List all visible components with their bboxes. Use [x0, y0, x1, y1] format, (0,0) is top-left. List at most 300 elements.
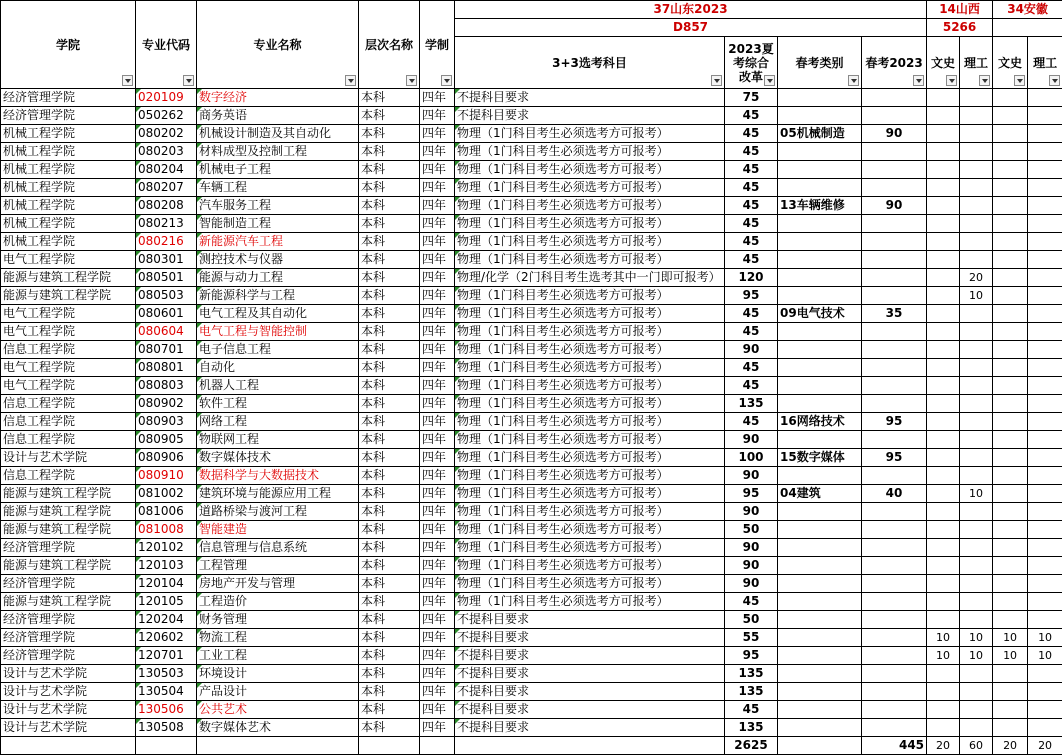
cell-college[interactable]: 设计与艺术学院 — [1, 701, 136, 719]
cell-shanxi-wenshi[interactable] — [927, 683, 960, 701]
cell-summer2023[interactable]: 45 — [725, 161, 778, 179]
cell-subjects[interactable]: 物理（1门科目考生必须选考方可报考） — [455, 467, 725, 485]
cell-shanxi-wenshi[interactable] — [927, 215, 960, 233]
cell-anhui-wenshi[interactable] — [993, 233, 1028, 251]
cell-shanxi-wenshi[interactable] — [927, 107, 960, 125]
cell-college[interactable]: 电气工程学院 — [1, 305, 136, 323]
cell-shanxi-ligong[interactable] — [960, 431, 993, 449]
cell-spring-category[interactable] — [778, 467, 862, 485]
cell-duration[interactable]: 四年 — [420, 107, 455, 125]
cell-level[interactable]: 本科 — [359, 377, 420, 395]
cell-shanxi-ligong[interactable] — [960, 719, 993, 737]
cell-spring2023[interactable] — [862, 557, 927, 575]
cell-college[interactable]: 设计与艺术学院 — [1, 719, 136, 737]
cell-spring-category[interactable] — [778, 161, 862, 179]
cell-anhui-ligong[interactable] — [1028, 341, 1062, 359]
cell-duration[interactable]: 四年 — [420, 593, 455, 611]
cell-anhui-ligong[interactable] — [1028, 305, 1062, 323]
cell-college[interactable]: 电气工程学院 — [1, 251, 136, 269]
cell-duration[interactable]: 四年 — [420, 161, 455, 179]
cell-duration[interactable]: 四年 — [420, 629, 455, 647]
cell-shanxi-ligong[interactable] — [960, 611, 993, 629]
cell-code[interactable]: 120204 — [136, 611, 197, 629]
cell-duration[interactable]: 四年 — [420, 179, 455, 197]
cell-spring-category[interactable] — [778, 593, 862, 611]
cell-college[interactable]: 机械工程学院 — [1, 179, 136, 197]
cell-spring2023[interactable] — [862, 719, 927, 737]
cell-duration[interactable]: 四年 — [420, 341, 455, 359]
cell-shanxi-wenshi[interactable] — [927, 701, 960, 719]
cell-spring2023[interactable] — [862, 161, 927, 179]
cell-level[interactable]: 本科 — [359, 611, 420, 629]
cell-summer2023[interactable]: 45 — [725, 305, 778, 323]
cell-college[interactable]: 机械工程学院 — [1, 233, 136, 251]
cell-shanxi-ligong[interactable] — [960, 323, 993, 341]
cell-level[interactable]: 本科 — [359, 557, 420, 575]
cell-anhui-wenshi[interactable] — [993, 377, 1028, 395]
cell-shanxi-wenshi[interactable] — [927, 125, 960, 143]
cell-anhui-ligong[interactable] — [1028, 251, 1062, 269]
cell-shanxi-ligong[interactable] — [960, 197, 993, 215]
cell-level[interactable]: 本科 — [359, 503, 420, 521]
cell-spring2023[interactable] — [862, 701, 927, 719]
cell-summer2023[interactable]: 90 — [725, 341, 778, 359]
cell-spring-category[interactable]: 05机械制造 — [778, 125, 862, 143]
cell-subjects[interactable]: 不提科目要求 — [455, 629, 725, 647]
cell-shanxi-wenshi[interactable] — [927, 269, 960, 287]
cell-spring-category[interactable]: 04建筑 — [778, 485, 862, 503]
cell-shanxi-wenshi[interactable] — [927, 521, 960, 539]
cell-spring-category[interactable] — [778, 701, 862, 719]
cell-spring2023[interactable] — [862, 683, 927, 701]
cell-code[interactable]: 130506 — [136, 701, 197, 719]
cell-anhui-ligong[interactable] — [1028, 89, 1062, 107]
cell-spring2023[interactable]: 95 — [862, 449, 927, 467]
cell-summer2023[interactable]: 45 — [725, 251, 778, 269]
cell-shanxi-wenshi[interactable] — [927, 161, 960, 179]
cell-spring2023[interactable]: 90 — [862, 125, 927, 143]
cell-name[interactable]: 自动化 — [197, 359, 359, 377]
cell-college[interactable]: 设计与艺术学院 — [1, 683, 136, 701]
cell-anhui-ligong[interactable] — [1028, 233, 1062, 251]
cell-shanxi-wenshi[interactable] — [927, 305, 960, 323]
cell-level[interactable]: 本科 — [359, 161, 420, 179]
cell-name[interactable]: 材料成型及控制工程 — [197, 143, 359, 161]
cell-shanxi-ligong[interactable] — [960, 89, 993, 107]
cell-anhui-ligong[interactable] — [1028, 665, 1062, 683]
cell-college[interactable]: 机械工程学院 — [1, 215, 136, 233]
cell-duration[interactable]: 四年 — [420, 449, 455, 467]
cell-code[interactable]: 080803 — [136, 377, 197, 395]
cell-shanxi-ligong[interactable] — [960, 143, 993, 161]
cell-spring-category[interactable] — [778, 89, 862, 107]
cell-anhui-wenshi[interactable] — [993, 701, 1028, 719]
cell-anhui-wenshi[interactable] — [993, 503, 1028, 521]
cell-level[interactable]: 本科 — [359, 251, 420, 269]
cell-summer2023[interactable]: 90 — [725, 575, 778, 593]
cell-anhui-wenshi[interactable] — [993, 125, 1028, 143]
cell-spring2023[interactable] — [862, 359, 927, 377]
cell-level[interactable]: 本科 — [359, 485, 420, 503]
filter-dropdown-icon[interactable] — [122, 75, 133, 86]
cell-code[interactable]: 050262 — [136, 107, 197, 125]
cell-spring-category[interactable]: 15数字媒体 — [778, 449, 862, 467]
cell-level[interactable]: 本科 — [359, 719, 420, 737]
cell-subjects[interactable]: 物理（1门科目考生必须选考方可报考） — [455, 179, 725, 197]
cell-shanxi-ligong[interactable] — [960, 107, 993, 125]
cell-level[interactable]: 本科 — [359, 683, 420, 701]
cell-level[interactable]: 本科 — [359, 359, 420, 377]
cell-duration[interactable]: 四年 — [420, 413, 455, 431]
filter-dropdown-icon[interactable] — [183, 75, 194, 86]
cell-level[interactable]: 本科 — [359, 647, 420, 665]
filter-dropdown-icon[interactable] — [1049, 75, 1060, 86]
filter-dropdown-icon[interactable] — [1014, 75, 1025, 86]
cell-shanxi-ligong[interactable] — [960, 503, 993, 521]
cell-college[interactable]: 机械工程学院 — [1, 197, 136, 215]
cell-college[interactable]: 信息工程学院 — [1, 467, 136, 485]
cell-duration[interactable]: 四年 — [420, 503, 455, 521]
cell-anhui-wenshi[interactable] — [993, 485, 1028, 503]
cell-code[interactable]: 080902 — [136, 395, 197, 413]
cell-name[interactable]: 物联网工程 — [197, 431, 359, 449]
cell-level[interactable]: 本科 — [359, 323, 420, 341]
cell-subjects[interactable]: 物理（1门科目考生必须选考方可报考） — [455, 431, 725, 449]
cell-name[interactable]: 智能建造 — [197, 521, 359, 539]
cell-summer2023[interactable]: 45 — [725, 107, 778, 125]
cell-code[interactable]: 120602 — [136, 629, 197, 647]
cell-anhui-ligong[interactable] — [1028, 269, 1062, 287]
cell-shanxi-ligong[interactable] — [960, 449, 993, 467]
cell-subjects[interactable]: 物理（1门科目考生必须选考方可报考） — [455, 233, 725, 251]
cell-spring2023[interactable] — [862, 575, 927, 593]
cell-spring-category[interactable]: 13车辆维修 — [778, 197, 862, 215]
cell-shanxi-ligong[interactable]: 20 — [960, 269, 993, 287]
cell-subjects[interactable]: 物理（1门科目考生必须选考方可报考） — [455, 377, 725, 395]
cell-code[interactable]: 080213 — [136, 215, 197, 233]
cell-spring2023[interactable] — [862, 287, 927, 305]
cell-subjects[interactable]: 物理（1门科目考生必须选考方可报考） — [455, 125, 725, 143]
cell-level[interactable]: 本科 — [359, 233, 420, 251]
cell-level[interactable]: 本科 — [359, 395, 420, 413]
cell-spring2023[interactable] — [862, 629, 927, 647]
cell-duration[interactable]: 四年 — [420, 575, 455, 593]
cell-name[interactable]: 财务管理 — [197, 611, 359, 629]
cell-anhui-wenshi[interactable] — [993, 143, 1028, 161]
cell-code[interactable]: 080701 — [136, 341, 197, 359]
cell-anhui-wenshi[interactable] — [993, 413, 1028, 431]
cell-college[interactable]: 信息工程学院 — [1, 431, 136, 449]
cell-subjects[interactable]: 不提科目要求 — [455, 665, 725, 683]
cell-code[interactable]: 080604 — [136, 323, 197, 341]
cell-duration[interactable]: 四年 — [420, 323, 455, 341]
total-anhui-wenshi[interactable]: 20 — [993, 737, 1028, 755]
cell-spring2023[interactable] — [862, 395, 927, 413]
cell-name[interactable]: 车辆工程 — [197, 179, 359, 197]
cell-shanxi-ligong[interactable] — [960, 593, 993, 611]
cell-duration[interactable]: 四年 — [420, 143, 455, 161]
cell-level[interactable]: 本科 — [359, 107, 420, 125]
cell-anhui-wenshi[interactable] — [993, 89, 1028, 107]
cell-code[interactable]: 080801 — [136, 359, 197, 377]
cell-shanxi-wenshi[interactable] — [927, 341, 960, 359]
cell-spring-category[interactable] — [778, 503, 862, 521]
cell-anhui-wenshi[interactable] — [993, 287, 1028, 305]
cell-summer2023[interactable]: 90 — [725, 539, 778, 557]
cell-name[interactable]: 商务英语 — [197, 107, 359, 125]
cell-spring-category[interactable] — [778, 647, 862, 665]
cell-level[interactable]: 本科 — [359, 413, 420, 431]
cell-duration[interactable]: 四年 — [420, 485, 455, 503]
cell-shanxi-wenshi[interactable] — [927, 485, 960, 503]
cell-spring2023[interactable] — [862, 647, 927, 665]
cell-college[interactable]: 经济管理学院 — [1, 611, 136, 629]
cell-anhui-ligong[interactable] — [1028, 197, 1062, 215]
cell-spring2023[interactable] — [862, 233, 927, 251]
cell-summer2023[interactable]: 45 — [725, 125, 778, 143]
cell-spring-category[interactable] — [778, 323, 862, 341]
cell-shanxi-ligong[interactable]: 10 — [960, 647, 993, 665]
cell-anhui-ligong[interactable] — [1028, 719, 1062, 737]
cell-name[interactable]: 能源与动力工程 — [197, 269, 359, 287]
cell-subjects[interactable]: 物理（1门科目考生必须选考方可报考） — [455, 413, 725, 431]
cell-duration[interactable]: 四年 — [420, 197, 455, 215]
cell-spring-category[interactable] — [778, 251, 862, 269]
cell-shanxi-ligong[interactable]: 10 — [960, 629, 993, 647]
cell-duration[interactable]: 四年 — [420, 269, 455, 287]
cell-anhui-ligong[interactable] — [1028, 701, 1062, 719]
filter-dropdown-icon[interactable] — [913, 75, 924, 86]
cell-subjects[interactable]: 物理（1门科目考生必须选考方可报考） — [455, 305, 725, 323]
cell-subjects[interactable]: 物理（1门科目考生必须选考方可报考） — [455, 197, 725, 215]
cell-summer2023[interactable]: 135 — [725, 665, 778, 683]
cell-name[interactable]: 电气工程与智能控制 — [197, 323, 359, 341]
cell-shanxi-wenshi[interactable] — [927, 233, 960, 251]
total-shanxi-wenshi[interactable]: 20 — [927, 737, 960, 755]
cell-level[interactable]: 本科 — [359, 305, 420, 323]
cell-anhui-wenshi[interactable] — [993, 341, 1028, 359]
cell-level[interactable]: 本科 — [359, 341, 420, 359]
cell-anhui-ligong[interactable] — [1028, 485, 1062, 503]
cell-college[interactable]: 能源与建筑工程学院 — [1, 521, 136, 539]
cell-shanxi-wenshi[interactable] — [927, 359, 960, 377]
cell-spring2023[interactable]: 95 — [862, 413, 927, 431]
cell-anhui-wenshi[interactable] — [993, 611, 1028, 629]
cell-summer2023[interactable]: 45 — [725, 413, 778, 431]
cell-spring-category[interactable] — [778, 611, 862, 629]
cell-spring-category[interactable]: 09电气技术 — [778, 305, 862, 323]
cell-level[interactable]: 本科 — [359, 449, 420, 467]
cell-anhui-ligong[interactable] — [1028, 143, 1062, 161]
cell-shanxi-ligong[interactable] — [960, 575, 993, 593]
cell-shanxi-wenshi[interactable] — [927, 665, 960, 683]
cell-shanxi-wenshi[interactable] — [927, 575, 960, 593]
cell-name[interactable]: 数字媒体技术 — [197, 449, 359, 467]
cell-duration[interactable]: 四年 — [420, 215, 455, 233]
cell-spring-category[interactable] — [778, 629, 862, 647]
cell-name[interactable]: 汽车服务工程 — [197, 197, 359, 215]
cell-spring2023[interactable] — [862, 521, 927, 539]
cell-subjects[interactable]: 物理（1门科目考生必须选考方可报考） — [455, 539, 725, 557]
cell-anhui-ligong[interactable] — [1028, 593, 1062, 611]
cell-shanxi-ligong[interactable] — [960, 395, 993, 413]
cell-duration[interactable]: 四年 — [420, 359, 455, 377]
cell-code[interactable]: 120104 — [136, 575, 197, 593]
cell-name[interactable]: 数字经济 — [197, 89, 359, 107]
cell-college[interactable]: 能源与建筑工程学院 — [1, 485, 136, 503]
cell-college[interactable]: 电气工程学院 — [1, 323, 136, 341]
cell-anhui-wenshi[interactable] — [993, 575, 1028, 593]
cell-spring-category[interactable] — [778, 665, 862, 683]
cell-level[interactable]: 本科 — [359, 287, 420, 305]
cell-level[interactable]: 本科 — [359, 143, 420, 161]
cell-college[interactable]: 信息工程学院 — [1, 395, 136, 413]
cell-subjects[interactable]: 不提科目要求 — [455, 647, 725, 665]
cell-code[interactable]: 130504 — [136, 683, 197, 701]
cell-anhui-ligong[interactable] — [1028, 521, 1062, 539]
cell-level[interactable]: 本科 — [359, 215, 420, 233]
cell-name[interactable]: 工程管理 — [197, 557, 359, 575]
cell-summer2023[interactable]: 45 — [725, 593, 778, 611]
cell-summer2023[interactable]: 50 — [725, 521, 778, 539]
cell-anhui-wenshi[interactable] — [993, 323, 1028, 341]
cell-spring-category[interactable] — [778, 575, 862, 593]
cell-shanxi-ligong[interactable] — [960, 665, 993, 683]
cell-shanxi-ligong[interactable] — [960, 539, 993, 557]
cell-anhui-ligong[interactable] — [1028, 611, 1062, 629]
cell-anhui-wenshi[interactable] — [993, 683, 1028, 701]
cell-anhui-ligong[interactable] — [1028, 539, 1062, 557]
cell-subjects[interactable]: 物理（1门科目考生必须选考方可报考） — [455, 557, 725, 575]
cell-shanxi-ligong[interactable] — [960, 557, 993, 575]
filter-dropdown-icon[interactable] — [764, 75, 775, 86]
cell-college[interactable]: 信息工程学院 — [1, 413, 136, 431]
cell-anhui-wenshi[interactable] — [993, 449, 1028, 467]
cell-code[interactable]: 080207 — [136, 179, 197, 197]
cell-duration[interactable]: 四年 — [420, 611, 455, 629]
cell-shanxi-ligong[interactable] — [960, 305, 993, 323]
cell-summer2023[interactable]: 90 — [725, 431, 778, 449]
cell-anhui-ligong[interactable] — [1028, 557, 1062, 575]
cell-summer2023[interactable]: 75 — [725, 89, 778, 107]
cell-level[interactable]: 本科 — [359, 179, 420, 197]
cell-college[interactable]: 机械工程学院 — [1, 161, 136, 179]
cell-spring-category[interactable] — [778, 269, 862, 287]
cell-summer2023[interactable]: 135 — [725, 719, 778, 737]
cell-college[interactable]: 能源与建筑工程学院 — [1, 269, 136, 287]
cell-college[interactable]: 经济管理学院 — [1, 539, 136, 557]
cell-subjects[interactable]: 物理（1门科目考生必须选考方可报考） — [455, 143, 725, 161]
cell-spring-category[interactable] — [778, 215, 862, 233]
cell-name[interactable]: 房地产开发与管理 — [197, 575, 359, 593]
cell-anhui-wenshi[interactable] — [993, 719, 1028, 737]
cell-level[interactable]: 本科 — [359, 665, 420, 683]
cell-spring2023[interactable] — [862, 215, 927, 233]
cell-duration[interactable]: 四年 — [420, 719, 455, 737]
cell-duration[interactable]: 四年 — [420, 665, 455, 683]
cell-level[interactable]: 本科 — [359, 431, 420, 449]
cell-spring2023[interactable] — [862, 593, 927, 611]
cell-anhui-wenshi[interactable] — [993, 665, 1028, 683]
cell-anhui-wenshi[interactable] — [993, 593, 1028, 611]
total-spring[interactable]: 445 — [862, 737, 927, 755]
cell-name[interactable]: 智能制造工程 — [197, 215, 359, 233]
cell-college[interactable]: 经济管理学院 — [1, 89, 136, 107]
cell-college[interactable]: 电气工程学院 — [1, 377, 136, 395]
cell-subjects[interactable]: 不提科目要求 — [455, 611, 725, 629]
cell-summer2023[interactable]: 45 — [725, 197, 778, 215]
cell-duration[interactable]: 四年 — [420, 377, 455, 395]
cell-subjects[interactable]: 不提科目要求 — [455, 701, 725, 719]
cell-college[interactable]: 经济管理学院 — [1, 107, 136, 125]
cell-level[interactable]: 本科 — [359, 89, 420, 107]
cell-summer2023[interactable]: 45 — [725, 179, 778, 197]
cell-code[interactable]: 020109 — [136, 89, 197, 107]
cell-subjects[interactable]: 物理（1门科目考生必须选考方可报考） — [455, 323, 725, 341]
cell-level[interactable]: 本科 — [359, 539, 420, 557]
cell-shanxi-wenshi[interactable] — [927, 719, 960, 737]
cell-shanxi-wenshi[interactable] — [927, 377, 960, 395]
cell-subjects[interactable]: 物理（1门科目考生必须选考方可报考） — [455, 449, 725, 467]
cell-name[interactable]: 网络工程 — [197, 413, 359, 431]
cell-shanxi-wenshi[interactable] — [927, 89, 960, 107]
cell-duration[interactable]: 四年 — [420, 125, 455, 143]
cell-anhui-ligong[interactable] — [1028, 683, 1062, 701]
cell-spring2023[interactable]: 40 — [862, 485, 927, 503]
cell-duration[interactable]: 四年 — [420, 233, 455, 251]
cell-college[interactable]: 能源与建筑工程学院 — [1, 593, 136, 611]
cell-code[interactable]: 080503 — [136, 287, 197, 305]
cell-shanxi-ligong[interactable] — [960, 341, 993, 359]
cell-duration[interactable]: 四年 — [420, 305, 455, 323]
cell-spring2023[interactable] — [862, 611, 927, 629]
cell-shanxi-ligong[interactable] — [960, 701, 993, 719]
cell-summer2023[interactable]: 135 — [725, 683, 778, 701]
cell-shanxi-wenshi[interactable] — [927, 287, 960, 305]
filter-dropdown-icon[interactable] — [848, 75, 859, 86]
total-shanxi-ligong[interactable]: 60 — [960, 737, 993, 755]
cell-name[interactable]: 数据科学与大数据技术 — [197, 467, 359, 485]
cell-anhui-ligong[interactable] — [1028, 377, 1062, 395]
cell-anhui-ligong[interactable] — [1028, 323, 1062, 341]
cell-anhui-wenshi[interactable] — [993, 197, 1028, 215]
cell-code[interactable]: 120103 — [136, 557, 197, 575]
cell-duration[interactable]: 四年 — [420, 557, 455, 575]
cell-subjects[interactable]: 物理/化学（2门科目考生选考其中一门即可报考） — [455, 269, 725, 287]
total-cell-code[interactable] — [136, 737, 197, 755]
filter-dropdown-icon[interactable] — [406, 75, 417, 86]
cell-spring2023[interactable] — [862, 89, 927, 107]
cell-anhui-wenshi[interactable] — [993, 467, 1028, 485]
cell-subjects[interactable]: 物理（1门科目考生必须选考方可报考） — [455, 593, 725, 611]
cell-spring2023[interactable] — [862, 323, 927, 341]
cell-spring2023[interactable] — [862, 665, 927, 683]
cell-spring-category[interactable]: 16网络技术 — [778, 413, 862, 431]
cell-college[interactable]: 设计与艺术学院 — [1, 449, 136, 467]
cell-code[interactable]: 080204 — [136, 161, 197, 179]
cell-summer2023[interactable]: 45 — [725, 701, 778, 719]
cell-code[interactable]: 130503 — [136, 665, 197, 683]
cell-level[interactable]: 本科 — [359, 521, 420, 539]
cell-spring2023[interactable] — [862, 143, 927, 161]
cell-college[interactable]: 电气工程学院 — [1, 359, 136, 377]
cell-name[interactable]: 工业工程 — [197, 647, 359, 665]
cell-anhui-wenshi[interactable] — [993, 305, 1028, 323]
cell-spring-category[interactable] — [778, 107, 862, 125]
filter-dropdown-icon[interactable] — [345, 75, 356, 86]
cell-shanxi-ligong[interactable] — [960, 215, 993, 233]
cell-spring-category[interactable] — [778, 395, 862, 413]
